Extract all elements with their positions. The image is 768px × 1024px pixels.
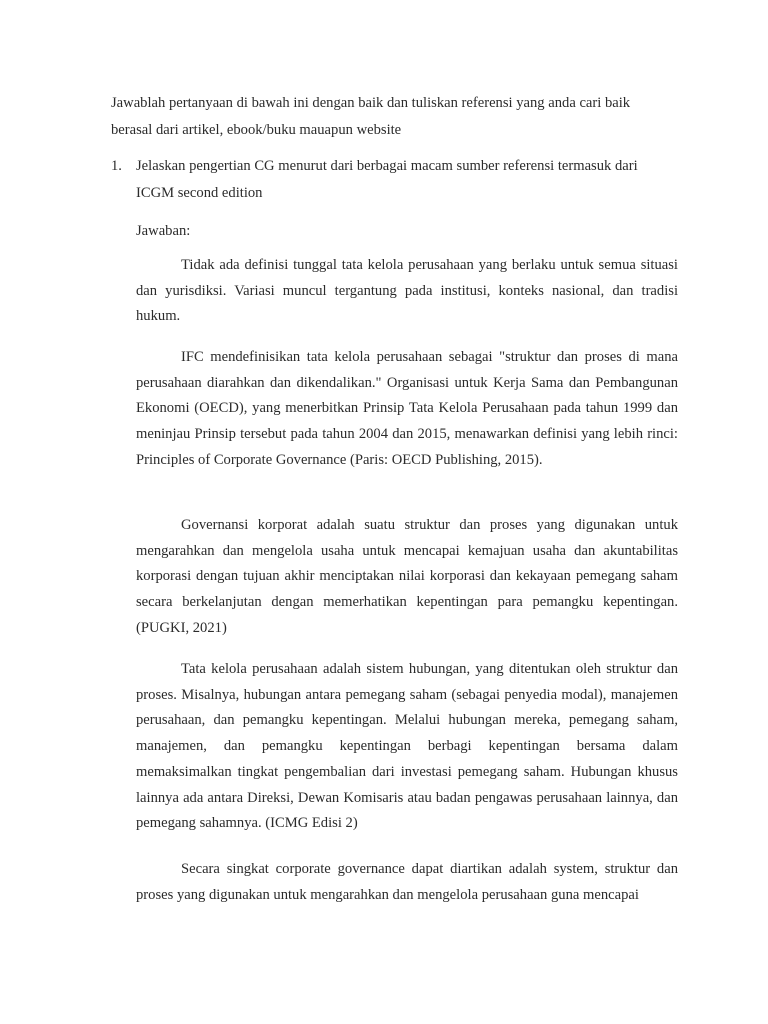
answer-label: Jawaban: [136, 223, 191, 239]
question-text: Jelaskan pengertian CG menurut dari berbagai macam sumber referensi termasuk dari ICGM second edition [136, 158, 638, 201]
answer-paragraph: Governansi korporat adalah suatu struktur dan proses yang digunakan untuk mengarahkan dan mengelola usaha untuk mencapai kemajuan usaha dan akuntabilitas korporasi dengan tujuan akhir menciptakan nilai korporasi dan kekayaan pemegang saham secara berkelanjutan dengan memerhatikan kepentingan para pemangku kepentingan. (PUGKI, 2021) [136, 517, 678, 636]
answer-paragraph: Tata kelola perusahaan adalah sistem hubungan, yang ditentukan oleh struktur dan proses. Misalnya, hubungan antara pemegang saham (sebagai penyedia modal), manajemen perusahaan, dan pemangku kepentingan. Melalui hubungan mereka, pemegang saham, manajemen, dan pemangku kepentingan berbagi kepentingan bersama dalam memaksimalkan tingkat pengembalian dari investasi pemegang saham. Hubungan khusus lainnya ada antara Direksi, Dewan Komisaris atau badan pengawas perusahaan lainnya, dan pemegang sahamnya. (ICMG Edisi 2) [136, 661, 678, 832]
question-number: 1. [111, 158, 122, 174]
answer-paragraph: Tidak ada definisi tunggal tata kelola perusahaan yang berlaku untuk semua situasi dan yurisdiksi. Variasi muncul tergantung pada institusi, konteks nasional, dan tradisi hukum. [136, 257, 678, 325]
answer-paragraph: IFC mendefinisikan tata kelola perusahaan sebagai "struktur dan proses di mana perusahaan diarahkan dan dikendalikan." Organisasi untuk Kerja Sama dan Pembangunan Ekonomi (OECD), yang menerbitkan Prinsip Tata Kelola Perusahaan pada tahun 1999 dan meninjau Prinsip tersebut pada tahun 2004 dan 2015, menawarkan definisi yang lebih rinci: Principles of Corporate Governance (Paris: OECD Publishing, 2015). [136, 349, 678, 468]
intro-instruction: Jawablah pertanyaan di bawah ini dengan baik dan tuliskan referensi yang anda cari baik berasal dari artikel, ebook/buku mauapun website [111, 95, 631, 138]
answer-paragraph: Secara singkat corporate governance dapat diartikan adalah system, struktur dan proses yang digunakan untuk mengarahkan dan mengelola perusahaan guna mencapai [136, 861, 678, 903]
